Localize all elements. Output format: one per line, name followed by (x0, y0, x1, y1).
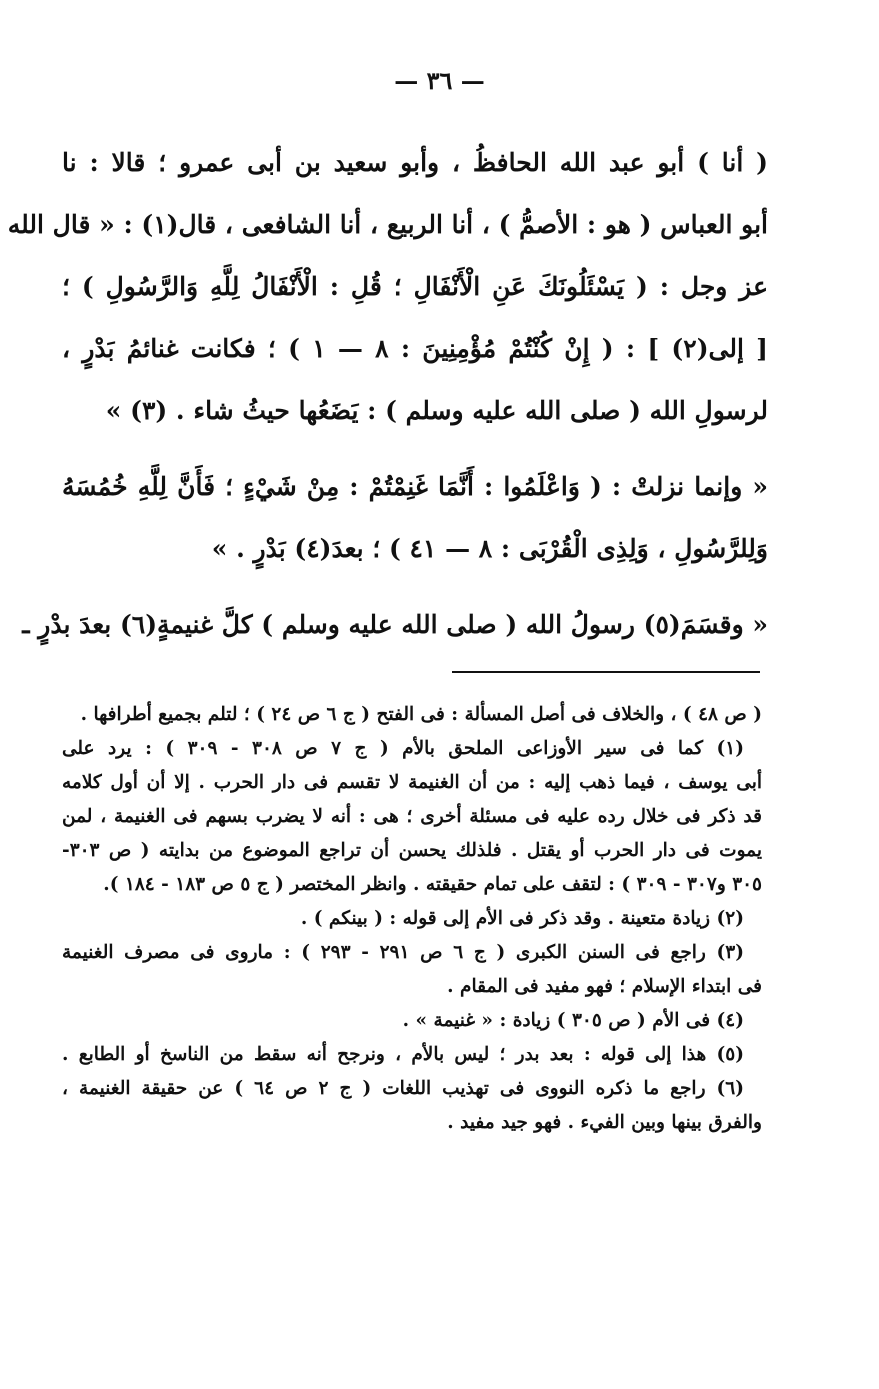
footnote-line: (١) كما فى سير الأوزاعى الملحق بالأم ( ج ٧ ص ٣٠٨ - ٣٠٩ ) : يرد على (62, 738, 744, 759)
main-line: لرسولِ الله ( صلى الله عليه وسلم ) : يَضَعُها حيثُ شاء . (٣) » (105, 396, 768, 425)
footnote-line: ( ص ٤٨ ) ، والخلاف فى أصل المسألة : فى الفتح ( ج ٦ ص ٢٤ ) ؛ لتلم بجميع أطرافها . (80, 704, 762, 725)
page-number: — ٣٦ — (394, 66, 485, 95)
footnote-line: (٥) هذا إلى قوله : بعد بدر ؛ ليس بالأم ، ونرجح أنه سقط من الناسخ أو الطابع . (62, 1044, 744, 1065)
main-line: ( أنا ) أبو عبد الله الحافظُ ، وأبو سعيد بن أبى عمرو ؛ قالا : نا (62, 148, 768, 177)
footnote-divider (452, 671, 760, 673)
footnote-line: فى ابتداء الإسلام ؛ فهو مفيد فى المقام . (447, 976, 762, 997)
footnote-line: قد ذكر فى خلال رده عليه فى مسئلة أخرى ؛ هى : أنه لا يضرب بسهم فى الغنيمة ، لمن (62, 806, 762, 827)
footnote-line: (٦) راجع ما ذكره النووى فى تهذيب اللغات ( ج ٢ ص ٦٤ ) عن حقيقة الغنيمة ، (62, 1078, 744, 1099)
main-text (7, 132, 768, 656)
main-line: « وقسَمَ(٥) رسولُ الله ( صلى الله عليه وسلم ) كلَّ غنيمةٍ(٦) بعدَ بدْرٍ ـ (22, 610, 768, 639)
main-line: وَلِلرَّسُولِ ، وَلِذِى الْقُرْبَى : ٨ — ٤١ ) ؛ بعدَ(٤) بَدْرٍ . » (211, 534, 768, 563)
footnote-line: (٣) راجع فى السنن الكبرى ( ج ٦ ص ٢٩١ - ٢٩٣ ) : ماروى فى مصرف الغنيمة (62, 942, 744, 963)
main-line: أبو العباس ( هو : الأصمُّ ) ، أنا الربيع ، أنا الشافعى ، قال(١) : « قال الله (7, 210, 768, 239)
footnote-line: (٤) فى الأم ( ص ٣٠٥ ) زيادة : « غنيمة » . (402, 1010, 744, 1031)
main-line: عز وجل : ( يَسْئَلُونَكَ عَنِ الْأَنْفَالِ ؛ قُلِ : الْأَنْفَالُ لِلَّهِ وَالرَّسُولِ ) ؛ (62, 272, 768, 301)
main-line: [ إلى(٢) ] : ( إِنْ كُنْتُمْ مُؤْمِنِينَ : ٨ — ١ ) ؛ فكانت غنائمُ بَدْرٍ ، (62, 334, 768, 363)
footnote-line: والفرق بينها وبين الفيء . فهو جيد مفيد . (447, 1112, 762, 1133)
footnote-line: أبى يوسف ، فيما ذهب إليه : من أن الغنيمة لا تقسم فى دار الحرب . إلا أن أول كلامه (62, 772, 762, 793)
main-line: « وإنما نزلتْ : ( وَاعْلَمُوا : أَنَّمَا غَنِمْتُمْ : مِنْ شَيْءٍ ؛ فَأَنَّ لِلَّهِ خُمُسَهُ (62, 472, 768, 501)
footnote-line: (٢) زيادة متعينة . وقد ذكر فى الأم إلى قوله : ( بينكم ) . (300, 908, 744, 929)
footnote-line: ٣٠٥ و٣٠٧ - ٣٠٩ ) : لتقف على تمام حقيقته . وانظر المختصر ( ج ٥ ص ١٨٣ - ١٨٤ ). (103, 874, 762, 895)
footnote-line: يموت فى دار الحرب أو يقتل . فلذلك يحسن أن تراجع الموضوع من بدايته ( ص ٣٠٣- (62, 840, 762, 861)
footnotes (62, 698, 762, 1140)
